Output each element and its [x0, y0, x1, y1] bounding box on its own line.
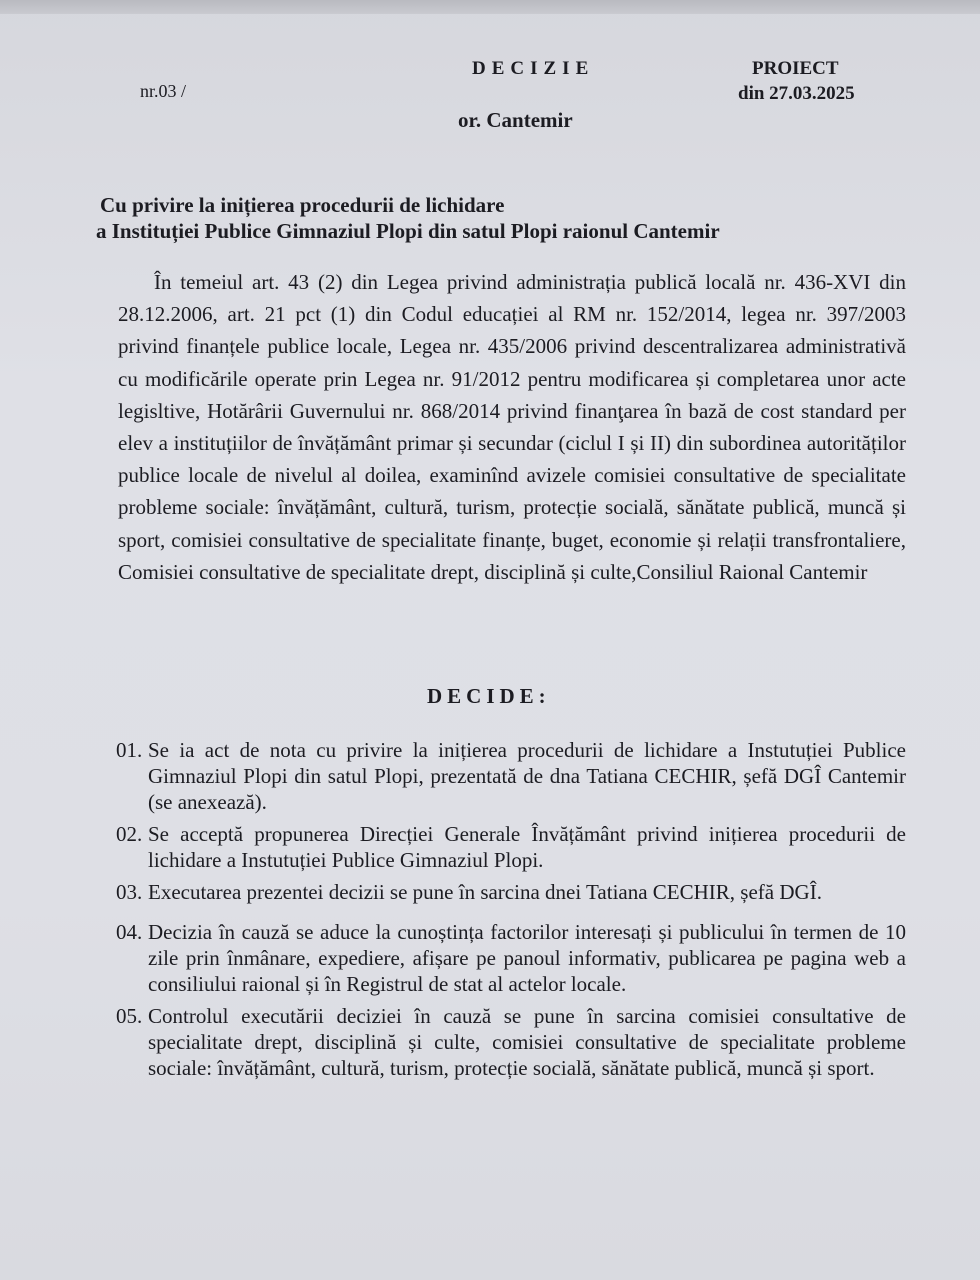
item-number: 05. [116, 1004, 143, 1028]
item-number: 01. [116, 738, 143, 762]
document-type-heading: DECIZIE [472, 58, 595, 79]
item-text: Executarea prezentei decizii se pune în sarcina dnei Tatiana CECHIR, șefă DGÎ. [148, 880, 822, 904]
decision-item [116, 919, 906, 997]
item-number: 03. [116, 880, 143, 904]
item-text: Controlul executării deciziei în cauză se pune în sarcina comisiei consultative de specialitate drept, disciplină și culte, comisiei consultative de specialitate probleme sociale: învățământ, cultură, turism, protecție socială, sănătate publică, muncă și sport. [148, 1004, 906, 1080]
decision-subject [96, 192, 720, 244]
draft-status-label: PROIECT [752, 58, 839, 79]
subject-line-1: Cu privire la inițierea procedurii de lichidare [100, 193, 505, 217]
subject-line-2: a Instituției Publice Gimnaziul Plopi din satul Plopi raionul Cantemir [96, 219, 720, 243]
item-text: Decizia în cauză se aduce la cunoștința factorilor interesați și publicului în termen de 10 zile prin înmânare, expediere, afișare pe panoul informativ, publicarea pe pagina web a consiliului raional și în Registrul de stat al actelor locale. [148, 920, 906, 996]
decision-item [116, 879, 906, 905]
decision-item [116, 1003, 906, 1081]
decide-heading: DECIDE: [427, 684, 551, 708]
item-number: 02. [116, 822, 143, 846]
item-text: Se acceptă propunerea Direcției Generale Învățământ privind inițierea procedurii de lichidare a Instutuției Publice Gimnaziul Plopi. [148, 822, 906, 872]
document-date: din 27.03.2025 [738, 83, 855, 104]
legal-basis-paragraph: În temeiul art. 43 (2) din Legea privind administrația publică locală nr. 436-XVI din 28.12.2006, art. 21 pct (1) din Codul educației al RM nr. 152/2014, legea nr. 397/2003 privind finanțele publice locale, Legea nr. 435/2006 privind descentralizarea administrativă cu modificările operate prin Legea nr. 91/2012 pentru modificarea și completarea unor acte legisltive, Hotărârii Guvernului nr. 868/2014 privind finanţarea în bază de cost standard per elev a instituțiilor de învățământ primar și secundar (ciclul I și II) din subordinea autorităților publice locale de nivelul al doilea, examinînd avizele comisiei consultative de specialitate probleme sociale: învățământ, cultură, turism, protecție socială, sănătate publică, muncă și sport, comisiei consultative de specialitate finanțe, buget, economie și relații transfrontaliere, Comisiei consultative de specialitate drept, disciplină și culte,Consiliul Raional Cantemir [118, 270, 906, 584]
item-number: 04. [116, 920, 143, 944]
decision-item [116, 821, 906, 873]
document-city: or. Cantemir [458, 108, 573, 132]
decision-number: nr.03 / [140, 81, 187, 101]
decision-item [116, 737, 906, 815]
item-text: Se ia act de nota cu privire la inițierea procedurii de lichidare a Instutuției Publice Gimnaziul Plopi din satul Plopi, prezentată de dna Tatiana CECHIR, șefă DGÎ Cantemir (se anexează). [148, 738, 906, 814]
page-edge-shadow [0, 0, 980, 14]
decision-items-list [116, 737, 906, 1081]
